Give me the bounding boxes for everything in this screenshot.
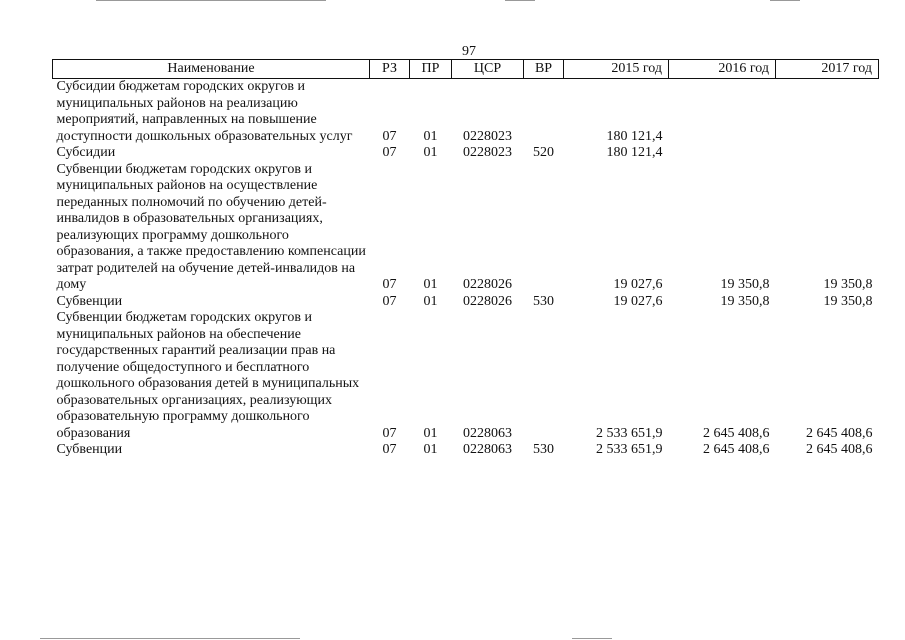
header-pr: ПР [410,60,452,79]
row-rz: 07 [382,293,397,309]
row-pr: 01 [423,128,438,144]
scan-mark-bottom-2 [572,638,612,639]
row-2016 [669,145,776,162]
row-name: Субвенции бюджетам городских округов и муниципальных районов на обеспечение государственных гарантий реализации прав на получение общедоступного и бесплатного дошкольного образования детей в муниципальных образовательных организациях, реализующих образовательную программу дошкольного образования [56,310,360,441]
scan-mark-top [96,0,326,1]
row-2016: 2 645 408,6 [703,425,770,441]
row-2015: 19 027,6 [613,277,663,292]
row-2016: 19 350,8 [720,277,770,292]
row-2017 [776,79,879,146]
row-2016 [669,79,776,146]
header-2015: 2015 год [564,60,669,79]
header-2017: 2017 год [776,60,879,79]
header-rz: РЗ [370,60,410,79]
row-vr [524,79,564,146]
row-pr: 01 [423,442,438,457]
header-2016: 2016 год [669,60,776,79]
scan-mark-top-2 [505,0,535,1]
row-2015: 180 121,4 [606,145,663,160]
row-vr: 520 [533,145,554,160]
row-csr: 0228023 [463,128,512,144]
row-name: Субвенции бюджетам городских округов и муниципальных районов на осуществление переданных полномочий по обучению детей-инвалидов в образовательных организациях, реализующих программу дошкольного образования, а также предоставлению компенсации затрат родителей на обучение детей-инвалидов на дому [56,161,366,292]
row-csr: 0228063 [463,442,512,457]
row-2017: 2 645 408,6 [806,442,873,457]
row-rz: 07 [382,442,397,457]
row-csr: 0228063 [463,425,512,441]
row-rz: 07 [382,128,397,144]
row-rz: 07 [382,145,397,160]
row-2017: 2 645 408,6 [806,425,873,441]
row-name: Субсидии бюджетам городских округов и муниципальных районов на реализацию мероприятий, направленных на повышение доступности дошкольных образовательных услуг [56,79,353,144]
row-name: Субвенции [56,442,123,457]
row-2017: 19 350,8 [823,293,873,309]
row-csr: 0228026 [463,277,512,292]
row-2016: 2 645 408,6 [703,442,770,457]
table-row [53,310,879,442]
header-name: Наименование [53,60,370,79]
table-row [53,79,879,146]
row-name: Субвенции [56,293,123,309]
row-rz: 07 [382,277,397,292]
header-vr: ВР [524,60,564,79]
row-vr: 530 [533,442,554,457]
table-row [53,442,879,459]
table-row [53,162,879,294]
row-2016: 19 350,8 [720,293,770,309]
row-name: Субсидии [56,145,116,160]
row-vr [524,162,564,294]
row-csr: 0228026 [463,293,512,309]
scan-mark-bottom [40,638,300,639]
row-2015: 180 121,4 [606,128,663,144]
table-header-row [53,60,879,79]
budget-table [52,59,879,459]
row-csr: 0228023 [463,145,512,160]
row-2017: 19 350,8 [823,277,873,292]
table-row [53,145,879,162]
header-csr: ЦСР [452,60,524,79]
row-vr [524,310,564,442]
scan-mark-top-3 [770,0,800,1]
row-2015: 2 533 651,9 [596,442,663,457]
table-row [53,294,879,311]
page-number: 97 [462,44,476,59]
row-vr: 530 [533,293,554,309]
row-pr: 01 [423,277,438,292]
row-pr: 01 [423,293,438,309]
row-rz: 07 [382,425,397,441]
row-pr: 01 [423,425,438,441]
row-2017 [776,145,879,162]
row-pr: 01 [423,145,438,160]
row-2015: 19 027,6 [613,293,663,309]
row-2015: 2 533 651,9 [596,425,663,441]
